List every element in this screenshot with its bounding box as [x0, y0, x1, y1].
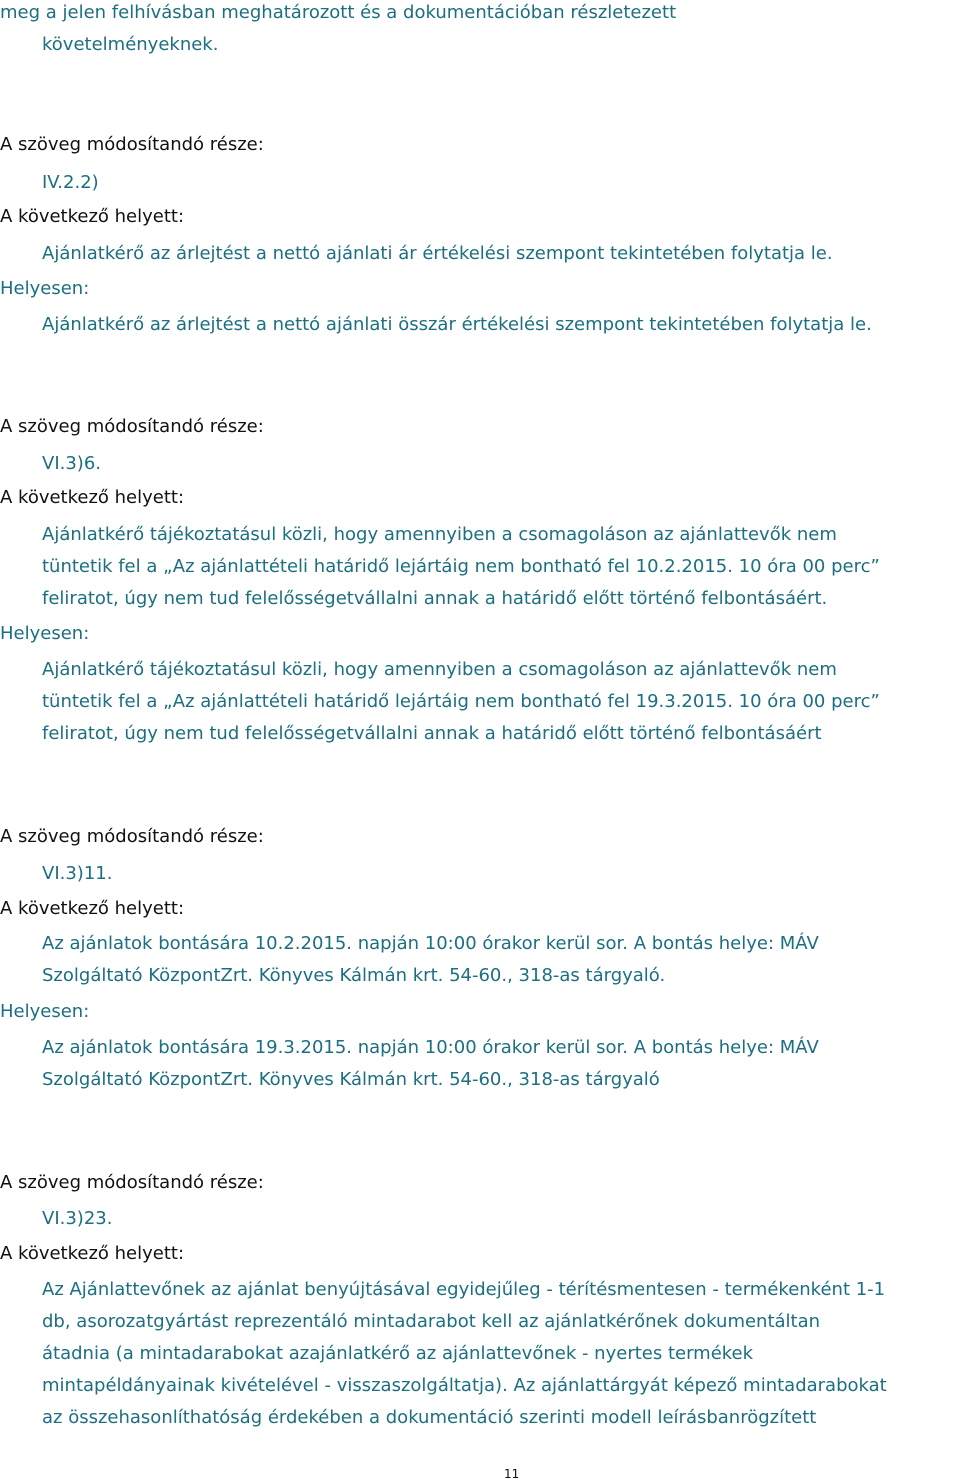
new-text-line: Ajánlatkérő az árlejtést a nettó ajánlati összár értékelési szempont tekintetében folytatja le.: [42, 314, 872, 335]
old-text-line: Ajánlatkérő tájékoztatásul közli, hogy amennyiben a csomagoláson az ajánlattevők nem: [42, 524, 837, 545]
instead-of-label: A következő helyett:: [0, 1243, 185, 1264]
correctly-label: Helyesen:: [0, 1001, 90, 1022]
intro-line-1: meg a jelen felhívásban meghatározott és a dokumentációban részletezett: [0, 2, 677, 23]
new-text-line: Az ajánlatok bontására 19.3.2015. napján 10:00 órakor kerül sor. A bontás helye: MÁV: [42, 1037, 819, 1058]
old-text-line: átadnia (a mintadarabokat azajánlatkérő az ajánlattevőnek - nyertes termékek: [42, 1343, 754, 1364]
old-text-line: Az ajánlatok bontására 10.2.2015. napján 10:00 órakor kerül sor. A bontás helye: MÁV: [42, 933, 819, 954]
old-text-line: az összehasonlíthatóság érdekében a dokumentáció szerinti modell leírásbanrögzített: [42, 1407, 817, 1428]
correctly-label: Helyesen:: [0, 278, 90, 299]
new-text-line: Szolgáltató KözpontZrt. Könyves Kálmán krt. 54-60., 318-as tárgyaló: [42, 1069, 660, 1090]
new-text-line: feliratot, úgy nem tud felelősségetvállalni annak a határidő előtt történő felbontásáért: [42, 723, 822, 744]
correctly-label: Helyesen:: [0, 623, 90, 644]
instead-of-label: A következő helyett:: [0, 898, 185, 919]
old-text-line: db, asorozatgyártást reprezentáló mintadarabot kell az ajánlatkérőnek dokumentáltan: [42, 1311, 821, 1332]
old-text-line: Ajánlatkérő az árlejtést a nettó ajánlati ár értékelési szempont tekintetében folytatja le.: [42, 243, 833, 264]
old-text-line: tüntetik fel a „Az ajánlattételi határidő lejártáig nem bontható fel 10.2.2015. 10 óra 00 perc”: [42, 556, 880, 577]
old-text-line: mintapéldányainak kivételével - visszaszolgáltatja). Az ajánlattárgyát képező mintadarabokat: [42, 1375, 887, 1396]
page-number: 11: [504, 1467, 520, 1481]
section-label: A szöveg módosítandó része:: [0, 416, 264, 437]
section-reference: VI.3)6.: [42, 453, 101, 474]
section-label: A szöveg módosítandó része:: [0, 1172, 264, 1193]
old-text-line: feliratot, úgy nem tud felelősségetvállalni annak a határidő előtt történő felbontásáért.: [42, 588, 828, 609]
old-text-line: Az Ajánlattevőnek az ajánlat benyújtásával egyidejűleg - térítésmentesen - termékenként 1-1: [42, 1279, 886, 1300]
intro-line-2: követelményeknek.: [42, 34, 219, 55]
section-reference: IV.2.2): [42, 172, 99, 193]
section-label: A szöveg módosítandó része:: [0, 134, 264, 155]
section-label: A szöveg módosítandó része:: [0, 826, 264, 847]
section-reference: VI.3)23.: [42, 1208, 113, 1229]
new-text-line: tüntetik fel a „Az ajánlattételi határidő lejártáig nem bontható fel 19.3.2015. 10 óra 00 perc”: [42, 691, 880, 712]
section-reference: VI.3)11.: [42, 863, 113, 884]
old-text-line: Szolgáltató KözpontZrt. Könyves Kálmán krt. 54-60., 318-as tárgyaló.: [42, 965, 666, 986]
instead-of-label: A következő helyett:: [0, 487, 185, 508]
new-text-line: Ajánlatkérő tájékoztatásul közli, hogy amennyiben a csomagoláson az ajánlattevők nem: [42, 659, 837, 680]
instead-of-label: A következő helyett:: [0, 206, 185, 227]
